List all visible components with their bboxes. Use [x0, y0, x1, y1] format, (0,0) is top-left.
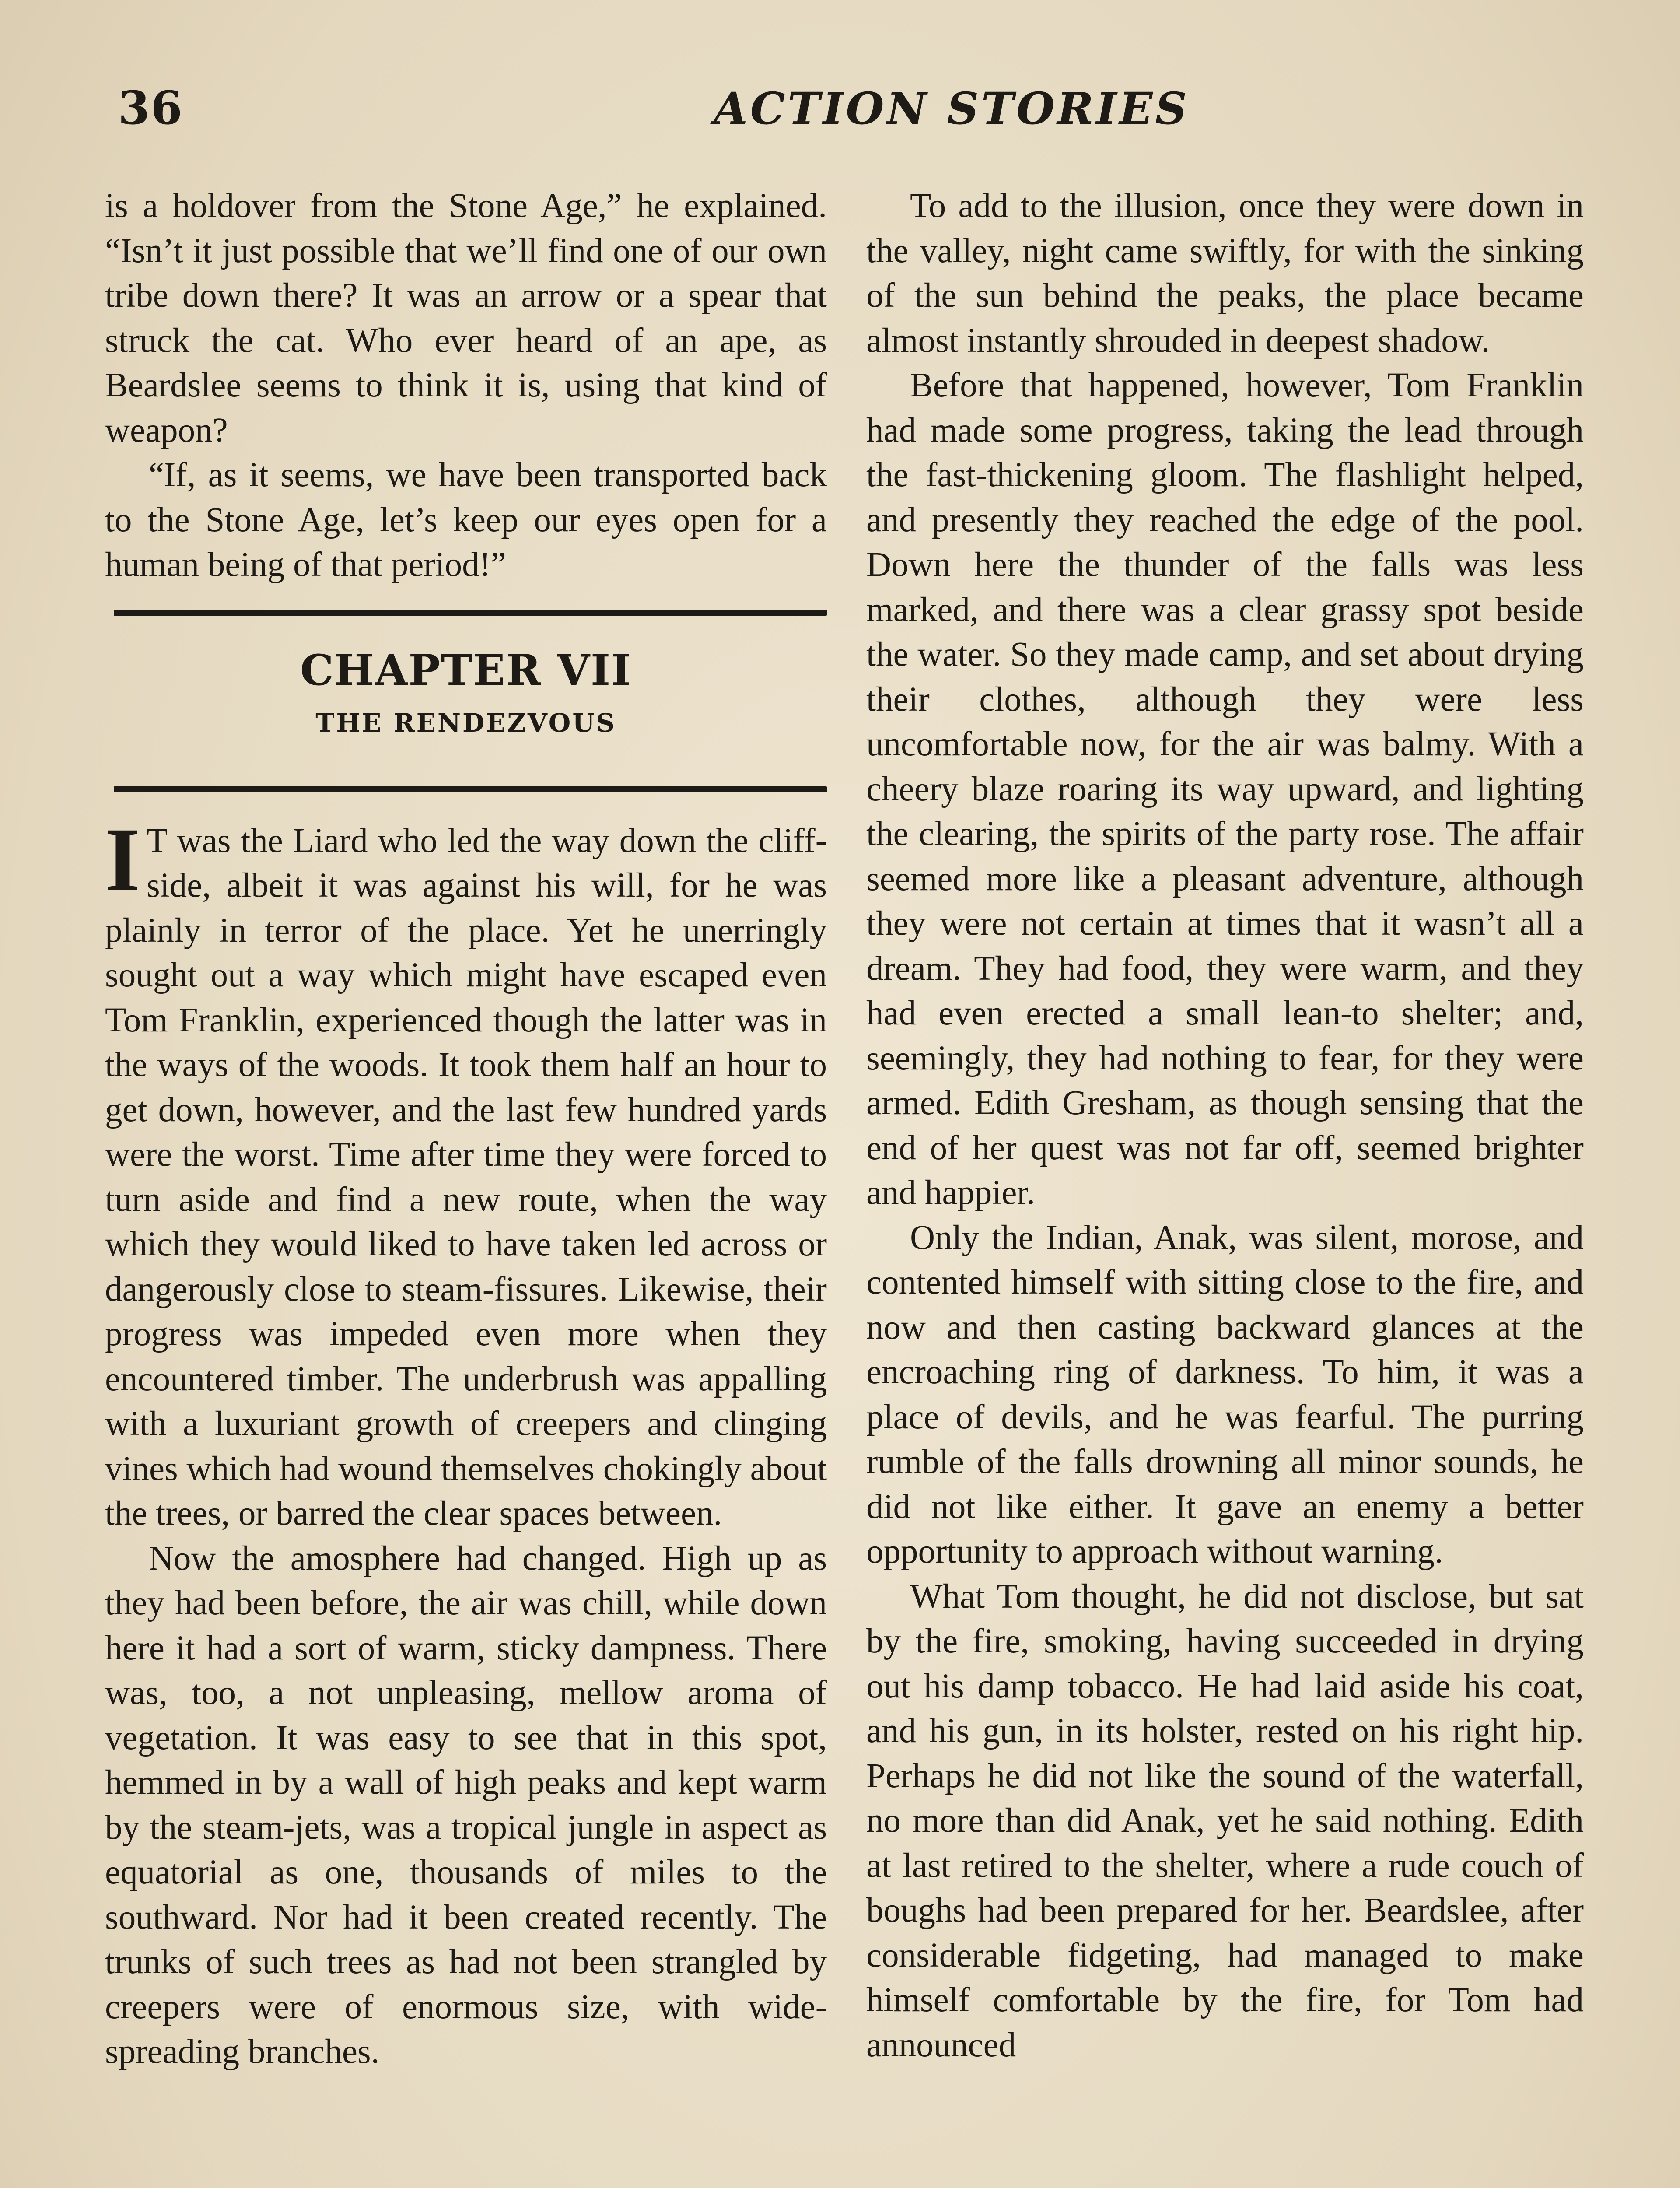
- paragraph: is a holdover from the Stone Age,” he explained. “Isn’t it just possible that we’ll find one of our own tribe down there? It was an arrow or a spear that struck the cat. Who ever heard of an ape, as Beardslee seems to think it is, using that kind of weapon?: [105, 187, 827, 449]
- page-number: 36: [118, 81, 183, 135]
- page-header: [109, 77, 1575, 147]
- paragraph: “If, as it seems, we have been transported back to the Stone Age, let’s keep our eyes open for a human being of that period!”: [105, 456, 827, 584]
- drop-cap: I: [105, 809, 140, 910]
- chapter-opening-paragraph: [105, 809, 827, 1536]
- right-column: [866, 184, 1584, 2188]
- divider-rule: [114, 610, 827, 616]
- paragraph: What Tom thought, he did not disclose, but sat by the fire, smoking, having succeeded in drying out his damp tobacco. He had laid aside his coat, and his gun, in its holster, rested on his right hip. Perhaps he did not like the sound of the waterfall, no more than did Anak, yet he said nothing. Edith at last retired to the shelter, where a rude couch of boughs had been prepared for her. Beardslee, after considerable fidgeting, had managed to make himself comfortable by the fire, for Tom had announced: [866, 1577, 1584, 2064]
- divider-rule: [114, 786, 827, 792]
- paragraph-text: T was the Liard who led the way down the cliff-side, albeit it was against his will, for he was plainly in terror of the place. Yet he unerringly sought out a way which might have escaped even Tom Franklin, experienced though the latter was in the ways of the woods. It took them half an hour to get down, however, and the last few hundred yards were the worst. Time after time they were forced to turn aside and find a new route, when the way which they would liked to have taken led across or dangerously close to steam-fissures. Likewise, their progress was impeded even more when they encountered timber. The underbrush was appalling with a luxuriant growth of creepers and clinging vines which had wound themselves chokingly about the trees, or barred the clear spaces between.: [105, 821, 827, 1532]
- paragraph: To add to the illusion, once they were down in the valley, night came swiftly, for with the sinking of the sun behind the peaks, the place became almost instantly shrouded in deepest shadow.: [866, 187, 1584, 360]
- paragraph: Before that happened, however, Tom Franklin had made some progress, taking the lead through the fast-thickening gloom. The flashlight helped, and presently they reached the edge of the pool. Down here the thunder of the falls was less marked, and there was a clear grassy spot beside the water. So they made camp, and set about drying their clothes, although they were less uncomfortable now, for the air was balmy. With a cheery blaze roaring its way upward, and lighting the clearing, the spirits of the party rose. The affair seemed more like a pleasant adventure, although they were not certain at times that it wasn’t all a dream. They had food, they were warm, and they had even erected a small lean-to shelter; and, seemingly, they had nothing to fear, for they were armed. Edith Gresham, as though sensing that the end of her quest was not far off, seemed brighter and happier.: [866, 366, 1584, 1212]
- chapter-subtitle: THE RENDEZVOUS: [315, 708, 616, 738]
- paragraph: Only the Indian, Anak, was silent, morose, and contented himself with sitting close to the fire, and now and then casting backward glances at the encroaching ring of darkness. To him, it was a place of devils, and he was fearful. The purring rumble of the falls drowning all minor sounds, he did not like either. It gave an enemy a better opportunity to approach without warning.: [866, 1218, 1584, 1571]
- left-column: [105, 184, 827, 2188]
- running-head: ACTION STORIES: [714, 83, 1190, 134]
- chapter-title: CHAPTER VII: [300, 645, 632, 695]
- paragraph: Now the amosphere had changed. High up as they had been before, the air was chill, while down here it had a sort of warm, sticky dampness. There was, too, a not unpleasing, mellow aroma of vegetation. It was easy to see that in this spot, hemmed in by a wall of high peaks and kept warm by the steam-jets, was a tropical jungle in aspect as equatorial as one, thousands of miles to the southward. Nor had it been created recently. The trunks of such trees as had not been strangled by creepers were of enormous size, with wide-spreading branches.: [105, 1539, 827, 2071]
